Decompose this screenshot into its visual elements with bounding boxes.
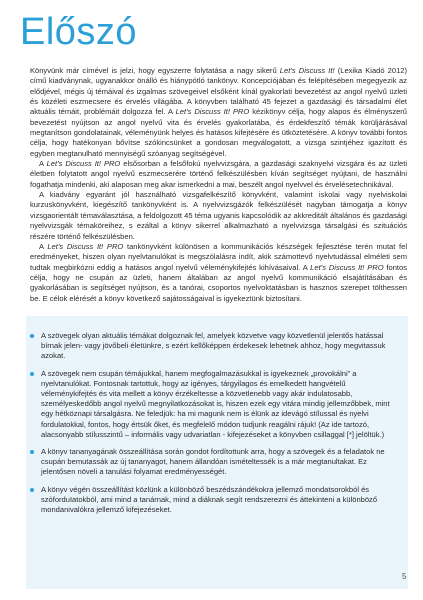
body-text bbox=[30, 66, 407, 304]
book-title-italic: Let’s Discuss It! PRO bbox=[310, 262, 384, 272]
feature-list-item bbox=[41, 447, 396, 478]
page-number: 5 bbox=[402, 572, 407, 581]
feature-list-item bbox=[41, 485, 396, 516]
body-paragraph bbox=[30, 242, 407, 304]
feature-list-text: A szövegek olyan aktuális témákat dolgoznak fel, amelyek közvetve vagy közvetlenül jelentős hatással bírnak jelen- vagy jövőbeli életünkre, s ezért kellőképpen érdekesek lehetnek ahhoz, hogy megvitassuk azokat. bbox=[41, 331, 386, 361]
feature-list-item bbox=[41, 369, 396, 440]
book-title-italic: Let’s Discuss It! PRO bbox=[47, 241, 124, 251]
bullet-dot-icon bbox=[30, 488, 34, 492]
paragraph-text: A bbox=[39, 241, 48, 251]
feature-list-item bbox=[41, 331, 396, 362]
bullet-dot-icon bbox=[30, 372, 34, 376]
paragraph-text: A bbox=[39, 159, 47, 169]
feature-list-text: A könyv végén összeállítást közlünk a különböző beszédszándékokra jellemző mondatsorokból és szóforduIatokból, ami mind a tanárnak, mind a diáknak segít rendszerezni és áttekinteni a különböző mondanivalókra jellemző kifejezéseket. bbox=[41, 484, 378, 515]
paragraph-text: fontos célja, hogy ne csupán az üzleti, hanem általában az angol nyelvű kommunikáció elsajátításában és gyakorlásában is segítséget nyújtson, és a tanórai, csoportos nyelvoktatásban is hasznos szerepet tölthessen be. E célok elérését a könyv következő sajátosságaival is igyekeztünk biztosítani. bbox=[30, 262, 407, 303]
body-paragraph bbox=[30, 66, 407, 159]
feature-list-text: A könyv tananyagának összeállítása során gondot fordítottunk arra, hogy a szövegek és a feladatok ne csupán bemutassák az új tananyagot, hanem állandóan ismételtessék is a már megtanultakat. Ez jelentősen növeli a tanulási folyamat eredményességét. bbox=[41, 447, 385, 477]
book-title-italic: Let’s Discuss It! PRO bbox=[46, 159, 121, 169]
body-paragraph bbox=[30, 190, 407, 242]
bullet-dot-icon bbox=[30, 334, 34, 338]
paragraph-text: A kiadvány egyaránt jól használható vizsgafelkészítő könyvként, valamint iskolai vagy nyelviskolai kurzuskönyvként, kiegészítő tankönyvként is. A nyelvvizsgázók felkészülését nagyban támogatja a könyv vizsgaorientált témaválasztása, a feldolgozott 45 téma ugyanis kapcsolódik az akkreditált általános és gazdasági nyelvvizsgák témaköreihez, s ezáltal a könyv sikerrel alkalmazható a nyelvvizsga társalgási és szituációs részére történő felkészülésben. bbox=[30, 190, 407, 241]
paragraph-text: (Lexika Kiadó 2012) című kiadványnak, ugyanakkor önálló és hiánypótló tankönyv. Koncepciójában és felépítésében megegyezik az elődjével, mégis új témáival és izgalmas szövegeivel elsőként kínál gyakorlati bevezetést az angol nyelvű üzleti és közéleti eszmecsere és érvelés világába. A könyvben található 45 fejezet a gazdasági és társadalmi élet aktuális témáit, problémáit dolgozza fel. A bbox=[30, 66, 407, 117]
paragraph-text: Könyvünk már címével is jelzi, hogy egyszerre folytatása a nagy sikerű bbox=[30, 66, 280, 75]
bullet-dot-icon bbox=[30, 450, 34, 454]
paragraph-text: kézikönyv célja, hogy alapos és élményszerű bevezetést nyújtson az angol nyelvű vita és érvelés gyakorlatába, és érdekfeszítő témák körüljárásával megtanítson gondolatainak, véleményünk helyes és hatásos kifejtésére és ütköztetésére. A könyv további fontos célja, hogy hatékonyan bővítse szókincsünket a gondosan megválogatott, a vizsga szintjéhez igazított és egyben megtanulható mennyiségű szóanyag segítségével. bbox=[30, 107, 407, 158]
feature-list-text: A szövegek nem csupán témájukkal, hanem megfogalmazásukkal is igyekeznek „provokálni” a nyelvtanulókat. Fontosnak tartottuk, hogy az igényes, tárgyilagos és emelkedett hangvételű véleménykifejtés és vita mellett a könyv érzékeltesse a közvetlenebb vagy akár indulatosabb, személyeskedőbb angol nyelvű megnyilatkozásokat is, hiszen ezek egy vitára mindig jellemzőbbek, mint egy hétköznapi társalgásra. Ne feledjük: ha mi magunk nem is élünk az idevágó stílussal és nyelvi fordulatokkal, fontos, hogy értsük őket, és megfelelő módon tudjunk reagálni rájuk! (Az ide tartozó, alacsonyabb stílusszintű – informális vagy udvariatlan - kifejezéseket a könyvben csillaggal [*] jelöltük.) bbox=[41, 368, 390, 439]
paragraph-text: elsősorban a felsőfokú nyelvvizsgára, a gazdasági szaknyelvi vizsgára és az üzleti életben folytatott angol nyelvű eszmecserére történő felkészülésben kíván segítséget nyújtani, de használni fogathatja mindenki, aki alaposan meg akar ismerkedni a mai, beszélt angol nyelvvel és érvelésetechnikával. bbox=[30, 159, 407, 189]
body-paragraph bbox=[30, 159, 407, 190]
book-title-italic: Let’s Discuss It! bbox=[279, 66, 335, 75]
feature-list bbox=[41, 331, 396, 515]
book-title-italic: Let’s Discuss It! PRO bbox=[175, 107, 250, 117]
paragraph-text: tankönyvként különösen a kommunikációs készségek fejlesztése terén mutat fel eredményeket, hiszen olyan nyelvtanulókat is megszólalásra indít, akik számottevő nyelvtudással elméleti sem tudtak megbirkózni eddig a hatásos angol nyelvű véleménykifejtés kihívásaival. A bbox=[30, 241, 408, 272]
page-title: Előszó bbox=[20, 11, 138, 53]
